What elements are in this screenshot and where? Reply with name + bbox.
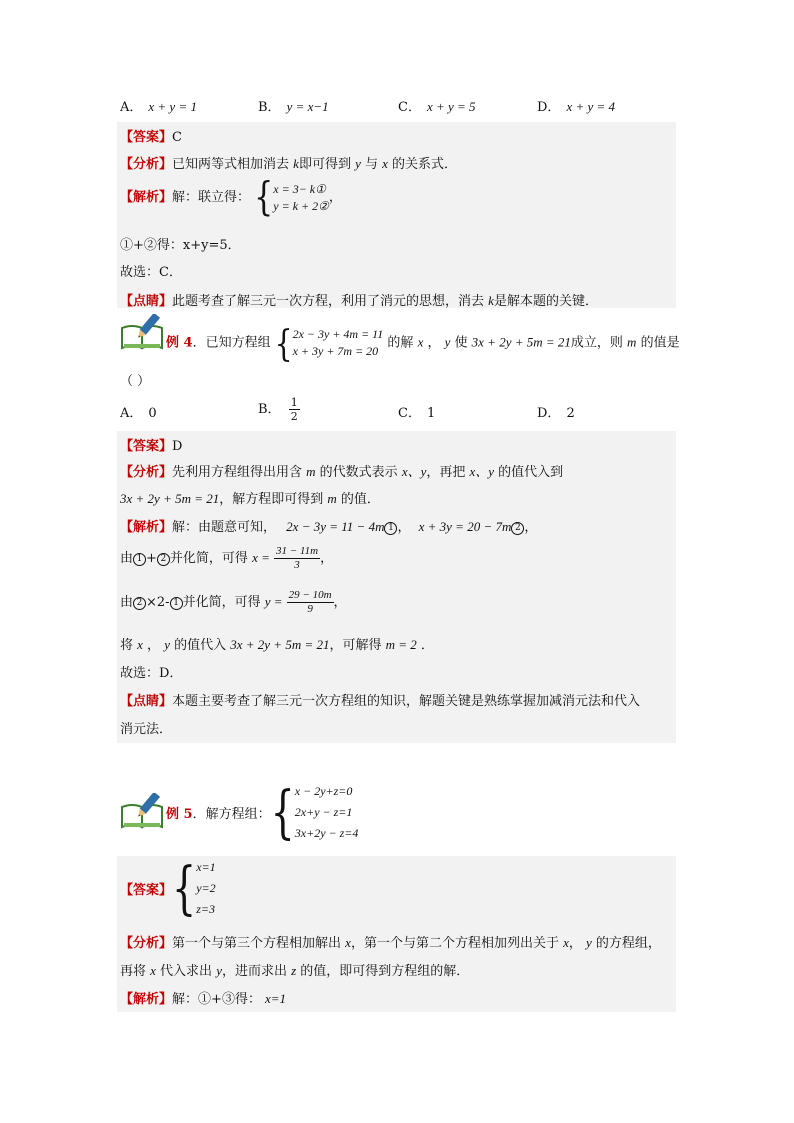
example4-option-b: B． $\frac{1}{2}$ [258, 396, 298, 423]
example5-question: 例 5 ．解方程组： { x − 2y+z=0 2x+y − z=1 3x+2y − z=4 [166, 779, 359, 845]
option-b-fraction: $\frac{1}{2}$ [290, 396, 298, 423]
example5-analysis: 【分析】第一个与第三个方程相加解出 x，第一个与第二个方程相加列出关于 x， y 的方程组， [120, 935, 661, 951]
q3-explanation: 【解析】解：联立得： { x = 3− k① y = k + 2② ， [120, 174, 342, 221]
example4-choose: 故选：D． [120, 666, 183, 681]
example4-option-d: D． 2 [537, 406, 575, 421]
example4-comment-line2: 消元法． [120, 722, 173, 737]
pencil-book-icon [120, 314, 164, 350]
example4-paren: （ ） [120, 374, 151, 389]
q3-option-c: C． x + y = 5 [398, 99, 476, 115]
example4-question: 例 4．已知方程组 { 2x − 3y + 4m = 11 x + 3y + 7m = 20 的解 x ， y 使 3x + 2y + 5m = 21成立，则 m 的值是 [166, 321, 680, 365]
example4-analysis: 【分析】先利用方程组得出用含 m 的代数式表示 x、y，再把 x、y 的值代入到 [120, 464, 564, 480]
example4-equation-system: { 2x − 3y + 4m = 11 x + 3y + 7m = 20 [274, 321, 384, 365]
q3-step: ①+②得：x+y=5． [120, 238, 241, 253]
example4-step4: 将 x ， y 的值代入 3x + 2y + 5m = 21，可解得 m = 2 ． [120, 637, 434, 653]
example4-option-c: C． 1 [398, 406, 436, 421]
example4-step3: 由 2 ×2- 1 并化简，可得 y = $\frac{29 - 10m}{9}$ ， [120, 589, 347, 615]
y-fraction: $\frac{29 - 10m}{9}$ [288, 589, 332, 615]
example4-step2: 由 1 + 2 并化简，可得 x = $\frac{31 - 11m}{3}$ ， [120, 545, 334, 571]
example5-explanation: 【解析】解：①+③得： x=1 [120, 991, 287, 1007]
q3-analysis: 【分析】已知两等式相加消去 k即可得到 y 与 x 的关系式． [120, 156, 458, 172]
example5-answer: 【答案】 { x=1 y=2 z=3 [120, 855, 216, 921]
example5-analysis-line2: 再将 x 代入求出 y，进而求出 z 的值，即可得到方程组的解． [120, 963, 470, 979]
q3-option-d: D． x + y = 4 [537, 99, 616, 115]
q3-option-b: B． y = x−1 [258, 99, 329, 115]
q3-equation-system: { x = 3− k① y = k + 2② [254, 174, 329, 221]
example4-explanation: 【解析】解：由题意可知， 2x − 3y = 11 − 4m 1 ， x + 3y = 20 − 7m 2 ， [120, 519, 538, 535]
example5-equation-system: { x − 2y+z=0 2x+y − z=1 3x+2y − z=4 [270, 779, 359, 845]
example4-option-a: A． 0 [120, 406, 157, 421]
pencil-book-icon [120, 793, 164, 829]
q3-option-a: A． x + y = 1 [120, 99, 197, 115]
x-fraction: $\frac{31 - 11m}{3}$ [276, 545, 319, 571]
example4-answer: 【答案】D [120, 439, 183, 454]
example4-analysis-line2: 3x + 2y + 5m = 21，解方程即可得到 m 的值． [120, 491, 380, 507]
q3-answer: 【答案】C [120, 130, 182, 145]
q3-comment: 【点睛】此题考查了解三元一次方程，利用了消元的思想，消去 k是解本题的关键． [120, 293, 598, 309]
q3-solution-block [117, 122, 676, 308]
example5-answer-system: { x=1 y=2 z=3 [172, 855, 216, 921]
example4-comment: 【点睛】本题主要考查了解三元一次方程组的知识，解题关键是熟练掌握加减消元法和代入 [120, 694, 641, 709]
q3-choose: 故选：C． [120, 265, 182, 280]
